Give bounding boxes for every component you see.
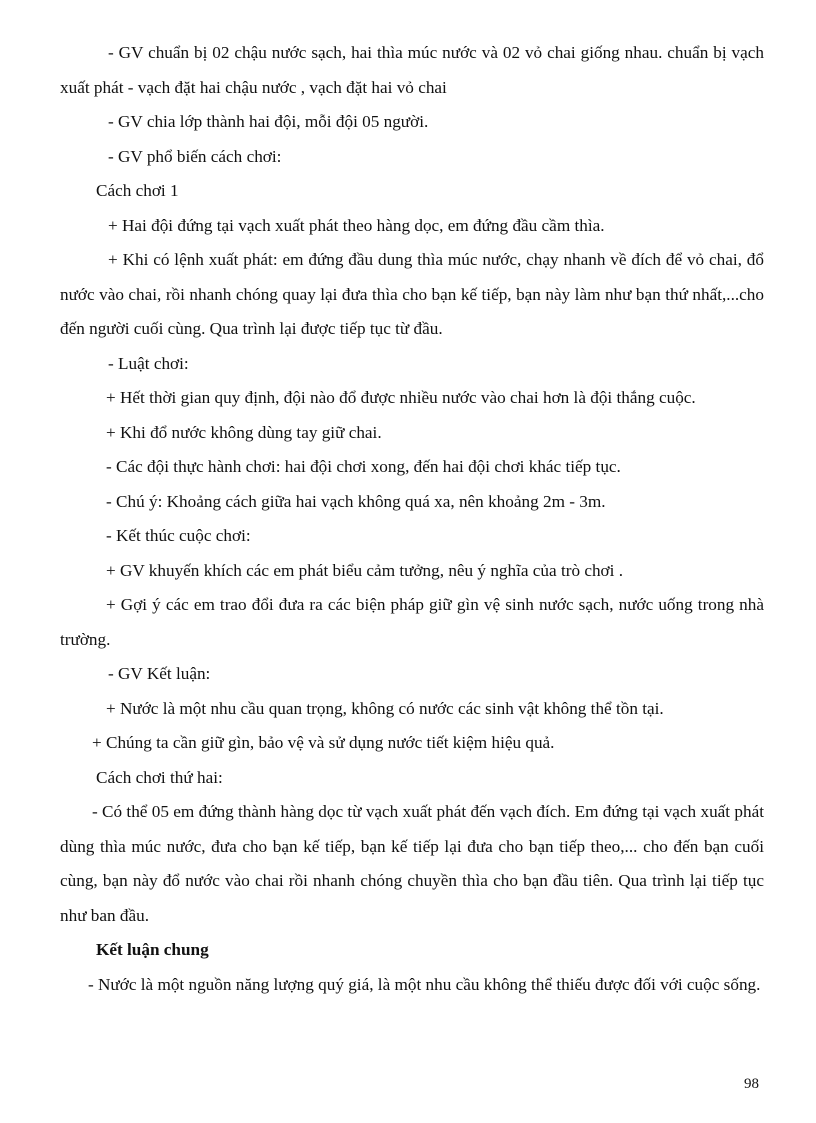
paragraph-rules-label: - Luật chơi: <box>108 353 189 373</box>
paragraph-conclusion-label: - GV Kết luận: <box>108 664 211 683</box>
paragraph-save-water: + Chúng ta cần giữ gìn, bảo vệ và sử dụng nước tiết kiệm hiệu quả. <box>92 733 555 752</box>
paragraph-time-limit: + Hết thời gian quy định, đội nào đổ được nhiều nước vào chai hơn là đội thắng cuộc. <box>106 388 696 407</box>
paragraph-note-distance: - Chú ý: Khoảng cách giữa hai vạch không quá xa, nên khoảng 2m - 3m. <box>106 491 606 511</box>
paragraph-suggest: + Gợi ý các em trao đổi đưa ra các biện pháp giữ gìn vệ sinh nước sạch, nước uống trong nhà trường. <box>60 595 764 649</box>
heading-general-conclusion: Kết luận chung <box>96 940 209 959</box>
paragraph-general-conclusion: - Nước là một nguồn năng lượng quý giá, là một nhu cầu không thể thiếu được đối với cuộc sống. <box>88 974 761 994</box>
paragraph-divide-teams: - GV chia lớp thành hai đội, mỗi đội 05 người. <box>108 112 429 131</box>
heading-game-method-2: Cách chơi thứ hai: <box>96 767 223 787</box>
paragraph-no-hands: + Khi đổ nước không dùng tay giữ chai. <box>106 422 382 442</box>
paragraph-encourage: + GV khuyến khích các em phát biểu cảm tưởng, nêu ý nghĩa của trò chơi . <box>106 560 624 580</box>
paragraph-teams-practice: - Các đội thực hành chơi: hai đội chơi xong, đến hai đội chơi khác tiếp tục. <box>106 457 621 476</box>
paragraph-explain-rules: - GV phổ biến cách chơi: <box>108 146 282 166</box>
paragraph-teams-stand: + Hai đội đứng tại vạch xuất phát theo hàng dọc, em đứng đầu cầm thìa. <box>108 215 605 235</box>
paragraph-start-signal: + Khi có lệnh xuất phát: em đứng đầu dung thìa múc nước, chạy nhanh về đích để vỏ chai, đổ nước vào chai, rồi nhanh chóng quay lại đưa thìa cho bạn kế tiếp, bạn này làm như bạn thứ nhất,...cho đến người cuối cùng. Qua trình lại được tiếp tục từ đầu. <box>60 250 764 338</box>
page-number: 98 <box>744 1076 759 1092</box>
paragraph-method-2-description: - Có thể 05 em đứng thành hàng dọc từ vạch xuất phát đến vạch đích. Em đứng tại vạch xuất phát dùng thìa múc nước, đưa cho bạn kế tiếp, bạn kế tiếp lại đưa cho bạn tiếp theo,... cho đến bạn cuối cùng, bạn này đổ nước vào chai rồi nhanh chóng chuyền thìa cho bạn đầu tiên. Qua trình lại tiếp tục như ban đầu. <box>60 802 764 925</box>
paragraph-teacher-preparation: - GV chuẩn bị 02 chậu nước sạch, hai thìa múc nước và 02 vỏ chai giống nhau. chuẩn bị vạch xuất phát - vạch đặt hai chậu nước , vạch đặt hai vỏ chai <box>60 43 764 97</box>
paragraph-end-game: - Kết thúc cuộc chơi: <box>106 526 251 545</box>
document-body <box>60 36 764 1002</box>
paragraph-water-need: + Nước là một nhu cầu quan trọng, không có nước các sinh vật không thể tồn tại. <box>106 698 664 718</box>
heading-game-method-1: Cách chơi 1 <box>96 181 179 200</box>
